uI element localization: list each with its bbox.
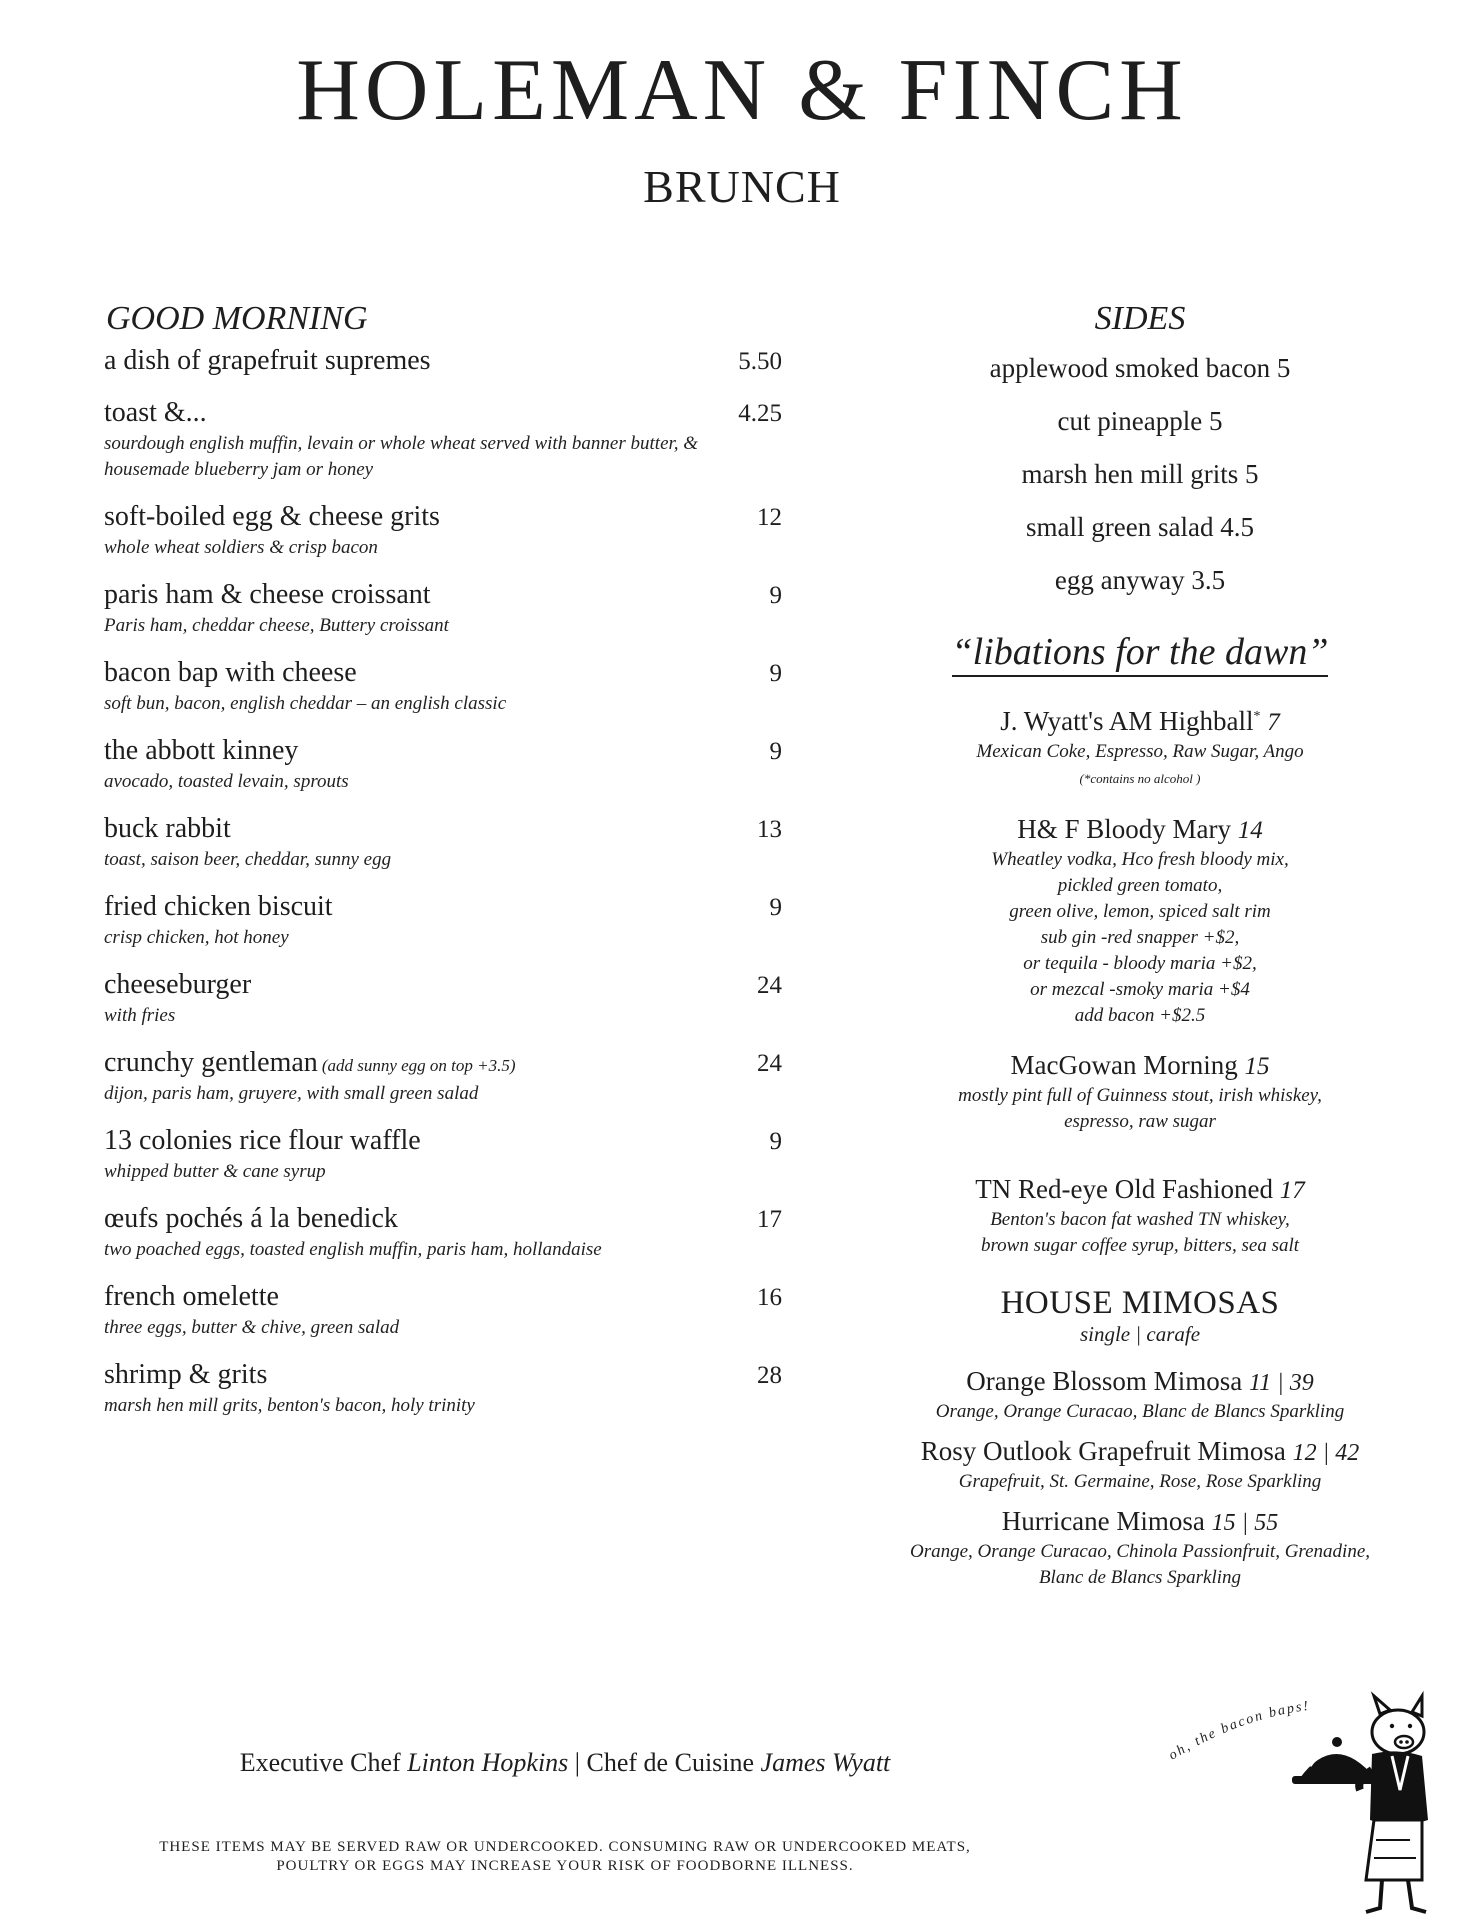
chef-de-cuisine-label: Chef de Cuisine — [586, 1748, 755, 1777]
drink-note: (*contains no alcohol ) — [1079, 771, 1201, 786]
good-morning-list — [104, 344, 784, 1419]
mimosa-name: Rosy Outlook Grapefruit Mimosa — [920, 1436, 1286, 1466]
mimosas-subheading: single | carafe — [1079, 1322, 1201, 1346]
mimosa-description-line: Grapefruit, St. Germaine, Rose, Rose Sparkling — [958, 1471, 1322, 1492]
mimosas-heading: HOUSE MIMOSAS — [1000, 1285, 1280, 1321]
side-item: applewood smoked bacon 5 — [989, 353, 1291, 383]
menu-item-row — [104, 1358, 784, 1393]
menu-item-row — [104, 968, 784, 1003]
menu-item — [104, 578, 784, 639]
menu-item-row — [104, 656, 784, 691]
menu-item-row — [104, 1280, 784, 1315]
menu-item-price: 4.25 — [738, 400, 782, 427]
menu-item — [104, 734, 784, 795]
restaurant-title: HOLEMAN & FINCH — [296, 42, 1188, 139]
menu-item-description: three eggs, butter & chive, green salad — [104, 1317, 400, 1338]
menu-item-name: crunchy gentleman — [104, 1047, 318, 1078]
menu-item-price: 5.50 — [738, 348, 782, 375]
menu-item-price: 9 — [769, 582, 782, 609]
menu-item — [104, 890, 784, 951]
mimosas-list — [860, 1365, 1420, 1591]
menu-item-price: 9 — [769, 1128, 782, 1155]
menu-item-name: paris ham & cheese croissant — [104, 579, 431, 610]
menu-item-price: 28 — [757, 1362, 782, 1389]
pig-waiter-illustration — [1160, 1690, 1450, 1920]
menu-item — [104, 1280, 784, 1341]
menu-item-description: Paris ham, cheddar cheese, Buttery croissant — [104, 615, 449, 636]
exec-chef-name: Linton Hopkins — [407, 1748, 569, 1777]
menu-item-name: buck rabbit — [104, 813, 231, 844]
menu-item-row — [104, 396, 784, 431]
menu-item — [104, 1046, 784, 1107]
menu-item — [104, 812, 784, 873]
right-column — [860, 300, 1420, 1601]
mimosa-price: 15 | 55 — [1211, 1510, 1279, 1536]
mimosa-name-line — [860, 1365, 1420, 1399]
menu-item-name: shrimp & grits — [104, 1359, 268, 1390]
menu-item-price: 13 — [757, 816, 782, 843]
mimosa-item — [860, 1505, 1420, 1591]
menu-item — [104, 396, 784, 483]
sides-heading: SIDES — [1094, 300, 1186, 337]
mimosa-item — [860, 1435, 1420, 1495]
menu-item-description: avocado, toasted levain, sprouts — [104, 771, 349, 792]
menu-item-name: cheeseburger — [104, 969, 252, 1000]
drink-item — [860, 1173, 1420, 1259]
drink-description-line: green olive, lemon, spiced salt rim — [1009, 901, 1271, 922]
menu-item-description: dijon, paris ham, gruyere, with small green salad — [104, 1083, 479, 1104]
menu-item-price: 24 — [757, 972, 782, 999]
side-item: cut pineapple 5 — [1057, 406, 1223, 436]
mimosa-description-line: Blanc de Blancs Sparkling — [1038, 1567, 1242, 1588]
menu-item-name-group — [104, 1046, 516, 1080]
drink-description-line: Mexican Coke, Espresso, Raw Sugar, Ango — [976, 741, 1304, 762]
sides-list — [860, 342, 1420, 607]
mimosa-description-line: Orange, Orange Curacao, Chinola Passionfruit, Grenadine, — [909, 1541, 1371, 1562]
pig-icon — [1359, 1696, 1428, 1912]
side-item: small green salad 4.5 — [1026, 512, 1254, 542]
menu-item — [104, 344, 784, 379]
mimosa-name: Hurricane Mimosa — [1001, 1506, 1205, 1536]
drink-name: TN Red-eye Old Fashioned — [975, 1174, 1273, 1204]
illustration-caption-text: oh, the bacon baps! — [1166, 1698, 1311, 1764]
menu-item-note: (add sunny egg on top +3.5) — [321, 1056, 516, 1075]
menu-item-name: toast &... — [104, 397, 207, 428]
drink-description-line: Wheatley vodka, Hco fresh bloody mix, — [991, 849, 1289, 870]
menu-item-description: two poached eggs, toasted english muffin, paris ham, hollandaise — [104, 1239, 602, 1260]
disclaimer-line-1: THESE ITEMS MAY BE SERVED RAW OR UNDERCOOKED. CONSUMING RAW OR UNDERCOOKED MEATS, — [159, 1839, 971, 1855]
menu-item-description: sourdough english muffin, levain or whole wheat served with banner butter, & housemade blueberry jam or honey — [104, 433, 699, 480]
drink-description-line: pickled green tomato, — [1057, 875, 1223, 896]
menu-item-name: fried chicken biscuit — [104, 891, 333, 922]
drink-name: J. Wyatt's AM Highball — [1000, 706, 1254, 736]
menu-item-price: 9 — [769, 660, 782, 687]
drink-description-line: Benton's bacon fat washed TN whiskey, — [990, 1209, 1290, 1230]
menu-item-row — [104, 578, 784, 613]
menu-item — [104, 1358, 784, 1419]
menu-item-description: with fries — [104, 1005, 176, 1026]
drink-description-line: or tequila - bloody maria +$2, — [1023, 953, 1257, 974]
side-item: egg anyway 3.5 — [1054, 565, 1226, 595]
menu-item-row — [104, 344, 784, 379]
drink-name-line — [860, 813, 1420, 847]
menu-item-name: bacon bap with cheese — [104, 657, 357, 688]
chef-de-cuisine-name: James Wyatt — [760, 1748, 891, 1777]
menu-item-description: marsh hen mill grits, benton's bacon, holy trinity — [104, 1395, 475, 1416]
menu-item — [104, 1202, 784, 1263]
drink-description-line: brown sugar coffee syrup, bitters, sea salt — [980, 1235, 1300, 1256]
menu-item-name: soft-boiled egg & cheese grits — [104, 501, 440, 532]
menu-item-description: crisp chicken, hot honey — [104, 927, 289, 948]
mimosa-name-line — [860, 1505, 1420, 1539]
libations-heading: “libations for the dawn” — [952, 629, 1329, 677]
menu-subtitle: BRUNCH — [643, 161, 841, 212]
exec-chef-label: Executive Chef — [239, 1748, 401, 1777]
menu-item-name: the abbott kinney — [104, 735, 299, 766]
credits-separator: | — [574, 1748, 581, 1777]
disclaimer-line-2: POULTRY OR EGGS MAY INCREASE YOUR RISK OF FOODBORNE ILLNESS. — [276, 1858, 854, 1874]
drink-price: 17 — [1279, 1177, 1305, 1204]
drink-footnote-mark: * — [1253, 709, 1261, 724]
menu-item-name: œufs pochés á la benedick — [104, 1203, 398, 1234]
menu-item-description: toast, saison beer, cheddar, sunny egg — [104, 849, 392, 870]
menu-item-price: 9 — [769, 738, 782, 765]
menu-item-row — [104, 1046, 784, 1081]
side-item: marsh hen mill grits 5 — [1021, 459, 1259, 489]
good-morning-heading: GOOD MORNING — [106, 300, 368, 337]
drink-description-line: add bacon +$2.5 — [1074, 1005, 1206, 1026]
good-morning-section — [104, 300, 784, 1436]
menu-item-name: a dish of grapefruit supremes — [104, 345, 431, 376]
drink-price: 14 — [1237, 817, 1263, 844]
drink-price: 7 — [1267, 709, 1280, 736]
drink-name-line — [860, 1049, 1420, 1083]
menu-item-row — [104, 1202, 784, 1237]
menu-item-name: 13 colonies rice flour waffle — [104, 1125, 421, 1156]
mimosa-name: Orange Blossom Mimosa — [966, 1366, 1243, 1396]
mimosa-price: 11 | 39 — [1248, 1370, 1314, 1396]
drink-price: 15 — [1244, 1053, 1270, 1080]
menu-item-price: 24 — [757, 1050, 782, 1077]
mimosa-name-line — [860, 1435, 1420, 1469]
menu-item — [104, 500, 784, 561]
drink-name-line — [860, 1173, 1420, 1207]
menu-item — [104, 1124, 784, 1185]
menu-item-price: 16 — [757, 1284, 782, 1311]
drink-item — [860, 1049, 1420, 1135]
drink-description-line: mostly pint full of Guinness stout, irish whiskey, — [958, 1085, 1322, 1106]
drink-name-line — [860, 701, 1420, 739]
drink-description-line: sub gin -red snapper +$2, — [1040, 927, 1240, 948]
menu-item-row — [104, 812, 784, 847]
mimosa-item — [860, 1365, 1420, 1425]
drink-name: H& F Bloody Mary — [1017, 814, 1231, 844]
menu-item-row — [104, 890, 784, 925]
menu-item-price: 9 — [769, 894, 782, 921]
drink-item — [860, 701, 1420, 793]
illustration-caption — [1166, 1699, 1311, 1764]
menu-item-row — [104, 500, 784, 535]
menu-item-name: french omelette — [104, 1281, 279, 1312]
menu-item — [104, 968, 784, 1029]
drink-name: MacGowan Morning — [1010, 1050, 1238, 1080]
menu-item — [104, 656, 784, 717]
drink-description-line: espresso, raw sugar — [1064, 1111, 1216, 1132]
menu-item-description: soft bun, bacon, english cheddar – an english classic — [104, 693, 507, 714]
libations-list — [860, 701, 1420, 1259]
drink-item — [860, 813, 1420, 1029]
food-safety-disclaimer — [0, 1838, 1130, 1876]
drink-description-line: or mezcal -smoky maria +$4 — [1030, 979, 1250, 1000]
mimosa-description-line: Orange, Orange Curacao, Blanc de Blancs Sparkling — [935, 1401, 1345, 1422]
menu-item-row — [104, 1124, 784, 1159]
menu-item-row — [104, 734, 784, 769]
mimosa-price: 12 | 42 — [1292, 1440, 1360, 1466]
menu-item-price: 17 — [757, 1206, 782, 1233]
chef-credits — [0, 1748, 1130, 1778]
menu-item-description: whipped butter & cane syrup — [104, 1161, 326, 1182]
menu-item-price: 12 — [757, 504, 782, 531]
menu-item-description: whole wheat soldiers & crisp bacon — [104, 537, 378, 558]
